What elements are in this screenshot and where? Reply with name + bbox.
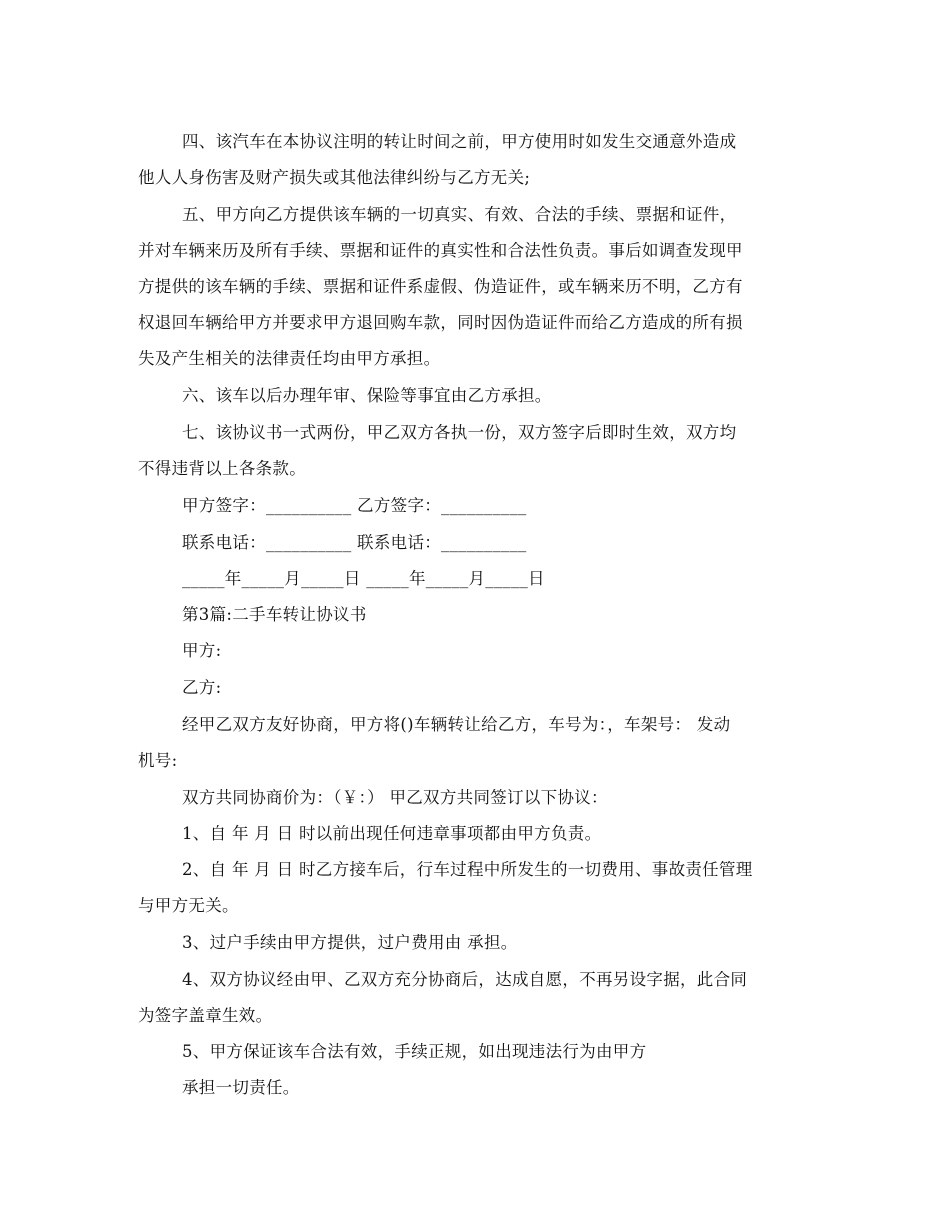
clause-6: 六、该车以后办理年审、保险等事宜由乙方承担。 bbox=[182, 386, 552, 405]
party-a-line: 甲方: bbox=[182, 641, 222, 660]
item-5-line-1: 5、甲方保证该车合法有效，手续正规，如出现违法行为由甲方 bbox=[182, 1042, 647, 1061]
item-4-line-1: 4、双方协议经由甲、乙双方充分协商后，达成自愿，不再另设字据，此合同 bbox=[182, 970, 748, 989]
item-5-line-2: 承担一切责任。 bbox=[182, 1078, 300, 1097]
clause-4-line-2: 他人人身伤害及财产损失或其他法律纠纷与乙方无关; bbox=[138, 168, 531, 187]
clause-5-line-2: 并对车辆来历及所有手续、票据和证件的真实性和合法性负责。事后如调查发现甲 bbox=[138, 241, 743, 260]
date-line: _____年_____月_____日 _____年_____月_____日 bbox=[182, 569, 545, 588]
price-line: 双方共同协商价为：（￥：） 甲乙双方共同签订以下协议： bbox=[182, 788, 608, 807]
intro-line-1: 经甲乙双方友好协商，甲方将()车辆转让给乙方，车号为：，车架号： 发动 bbox=[182, 715, 731, 734]
signature-line: 甲方签字：__________ 乙方签字：__________ bbox=[182, 496, 527, 515]
item-1: 1、自 年 月 日 时以前出现任何违章事项都由甲方负责。 bbox=[182, 824, 602, 843]
clause-7-line-1: 七、该协议书一式两份，甲乙双方各执一份，双方签字后即时生效，双方均 bbox=[182, 423, 737, 442]
section-heading: 第3篇:二手车转让协议书 bbox=[182, 605, 367, 624]
item-4-line-2: 为签字盖章生效。 bbox=[138, 1006, 273, 1025]
item-2-line-1: 2、自 年 月 日 时乙方接车后，行车过程中所发生的一切费用、事故责任管理 bbox=[182, 860, 753, 879]
clause-7-line-2: 不得违背以上各条款。 bbox=[138, 459, 306, 478]
party-b-line: 乙方: bbox=[182, 678, 222, 697]
clause-4-line-1: 四、该汽车在本协议注明的转让时间之前，甲方使用时如发生交通意外造成 bbox=[182, 132, 737, 151]
clause-5-line-4: 权退回车辆给甲方并要求甲方退回购车款，同时因伪造证件而给乙方造成的所有损 bbox=[138, 313, 743, 332]
item-3: 3、过户手续由甲方提供，过户费用由 承担。 bbox=[182, 933, 518, 952]
clause-5-line-3: 方提供的该车辆的手续、票据和证件系虚假、伪造证件，或车辆来历不明，乙方有 bbox=[138, 277, 743, 296]
intro-line-2: 机号: bbox=[138, 751, 178, 770]
clause-5-line-1: 五、甲方向乙方提供该车辆的一切真实、有效、合法的手续、票据和证件， bbox=[182, 205, 737, 224]
item-2-line-2: 与甲方无关。 bbox=[138, 896, 239, 915]
clause-5-line-5: 失及产生相关的法律责任均由甲方承担。 bbox=[138, 349, 441, 368]
phone-line: 联系电话：__________ 联系电话：__________ bbox=[182, 533, 527, 552]
